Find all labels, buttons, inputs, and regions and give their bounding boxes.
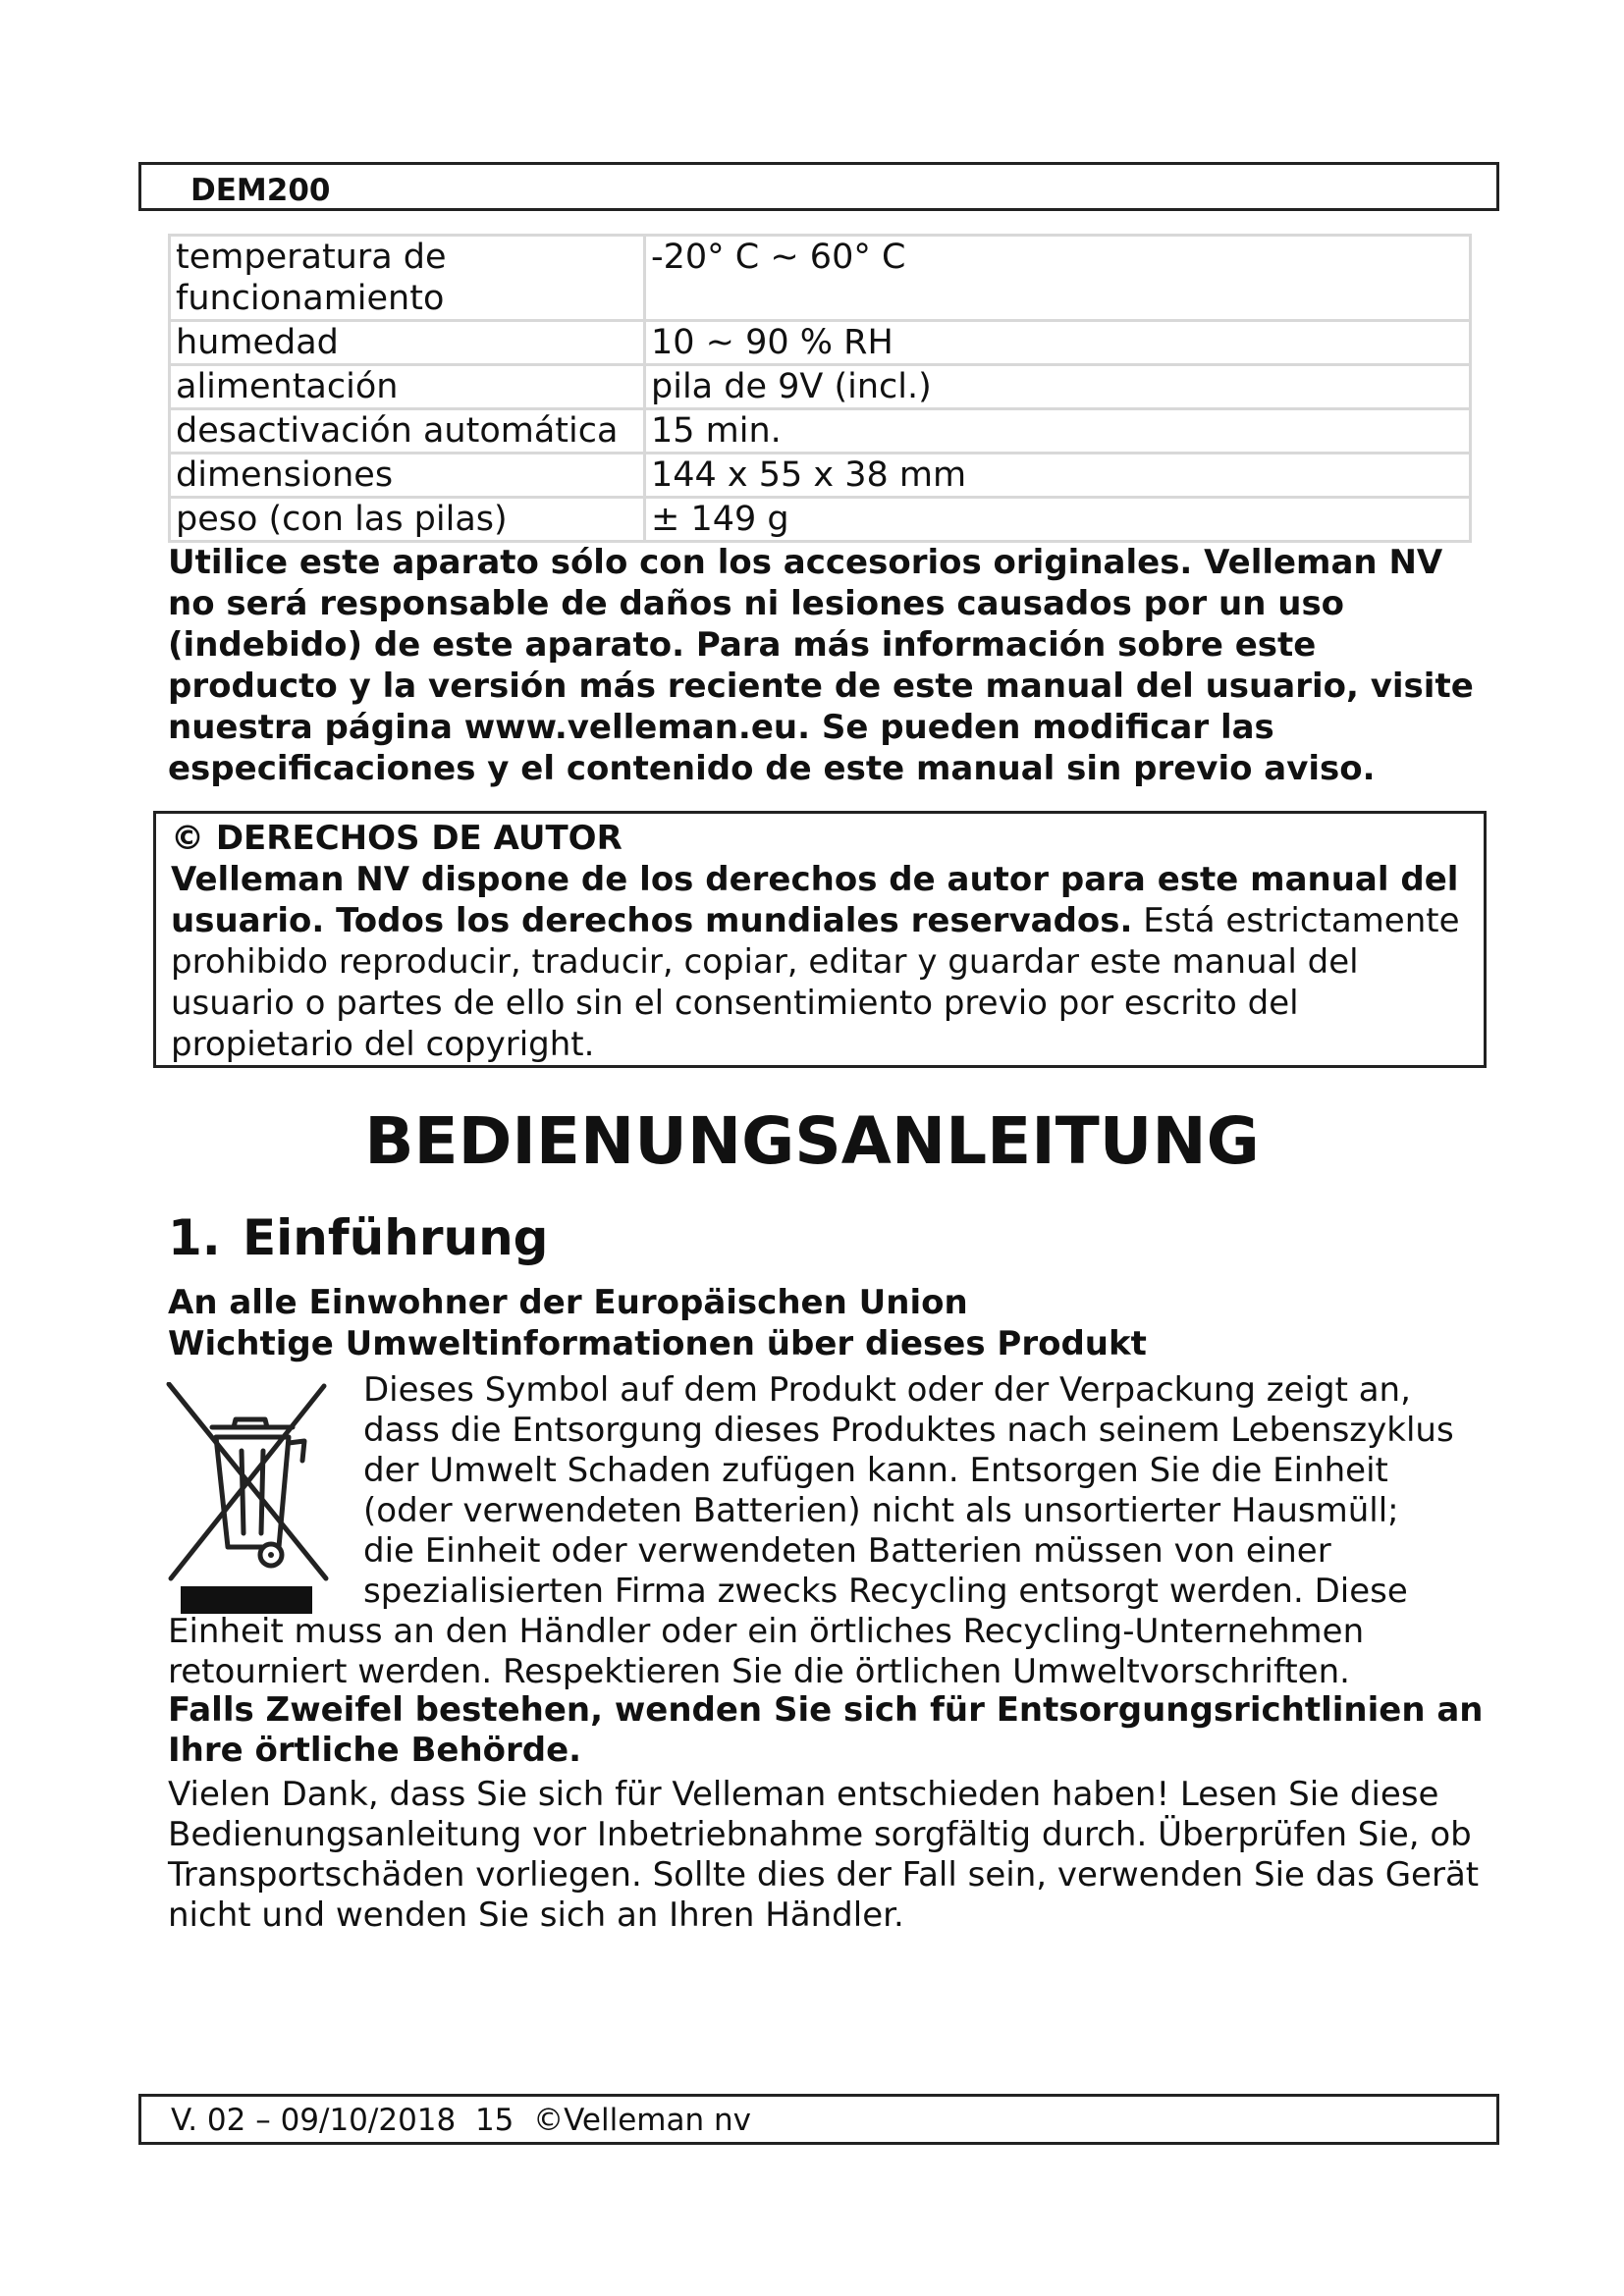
table-row [170,236,1471,321]
thank-you-paragraph: Vielen Dank, dass Sie sich für Velleman entschieden haben! Lesen Sie diese Bedienungsanleitung vor Inbetriebnahme sorgfältig durch. Überprüfen Sie, ob Transportschäden vorliegen. Sollte dies der Fall sein, verwenden Sie das Gerät nicht und wenden Sie sich an Ihren Händler. [168,1775,1480,1935]
table-row [170,365,1471,409]
environmental-info [168,1370,1484,1692]
spec-value: 10 ~ 90 % RH [645,321,1471,365]
section-number: 1. [168,1209,221,1266]
model-number: DEM200 [190,173,331,208]
eu-line-2: Wichtige Umweltinformationen über dieses Produkt [168,1324,1147,1363]
table-row [170,498,1471,542]
copyright-heading: © DERECHOS DE AUTOR [171,819,623,858]
env-line: spezialisierten Firma zwecks Recycling entsorgt werden. Diese [363,1572,1408,1611]
env-line: dass die Entsorgung dieses Produktes nach seinem Lebenszyklus [363,1411,1454,1450]
spec-label: dimensiones [170,454,645,498]
spec-label: peso (con las pilas) [170,498,645,542]
page-title: BEDIENUNGSANLEITUNG [364,1103,1260,1179]
accessories-notice: Utilice este aparato sólo con los accesorios originales. Velleman NV no será responsable de daños ni lesiones causados por un uso (indebido) de este aparato. Para más información sobre este producto y la versión más reciente de este manual del usuario, visite nuestra página www.velleman.eu. Se pueden modificar las especificaciones y el contenido de este manual sin previo aviso. [168,543,1474,788]
section-heading [168,1207,548,1268]
page-header [138,162,1499,211]
env-line: (oder verwendeten Batterien) nicht als unsortierter Hausmüll; [363,1491,1399,1530]
eu-heading [168,1282,1484,1364]
spec-label: temperatura de funcionamiento [170,236,645,321]
table-row [170,321,1471,365]
copyright-normal-text: Está estrictamente prohibido reproducir, traducir, copiar, editar y guardar este manual del usuario o partes de ello sin el consentimiento previo por escrito del propietario del copyright. [171,901,1460,1064]
spec-value: 144 x 55 x 38 mm [645,454,1471,498]
copyright-text [171,859,1484,1065]
spec-value: -20° C ~ 60° C [645,236,1471,321]
spec-value: ± 149 g [645,498,1471,542]
env-line: der Umwelt Schaden zufügen kann. Entsorgen Sie die Einheit [363,1451,1388,1490]
disposal-advice: Falls Zweifel bestehen, wenden Sie sich für Entsorgungsrichtlinien an Ihre örtliche Behörde. [168,1690,1484,1770]
specifications-table [168,234,1472,543]
table-row [170,454,1471,498]
spec-value: pila de 9V (incl.) [645,365,1471,409]
spec-label: desactivación automática [170,409,645,454]
section-title: Einführung [243,1209,549,1266]
spec-label: alimentación [170,365,645,409]
spec-value: 15 min. [645,409,1471,454]
env-line: Einheit muss an den Händler oder ein örtliches Recycling-Unternehmen [168,1612,1365,1651]
env-line: die Einheit oder verwendeten Batterien müssen von einer [363,1531,1331,1571]
env-line: retourniert werden. Respektieren Sie die örtlichen Umweltvorschriften. [168,1652,1350,1691]
table-row [170,409,1471,454]
eu-line-1: An alle Einwohner der Europäischen Union [168,1283,968,1322]
copyright-box [153,811,1487,1068]
page-footer [138,2094,1499,2145]
footer-text: V. 02 – 09/10/2018 15 ©Velleman nv [171,2103,751,2138]
copyright-bold-text: Velleman NV dispone de los derechos de autor para este manual del usuario. Todos los derechos mundiales reservados. [171,860,1459,940]
spec-label: humedad [170,321,645,365]
env-line: Dieses Symbol auf dem Produkt oder der Verpackung zeigt an, [363,1370,1411,1410]
